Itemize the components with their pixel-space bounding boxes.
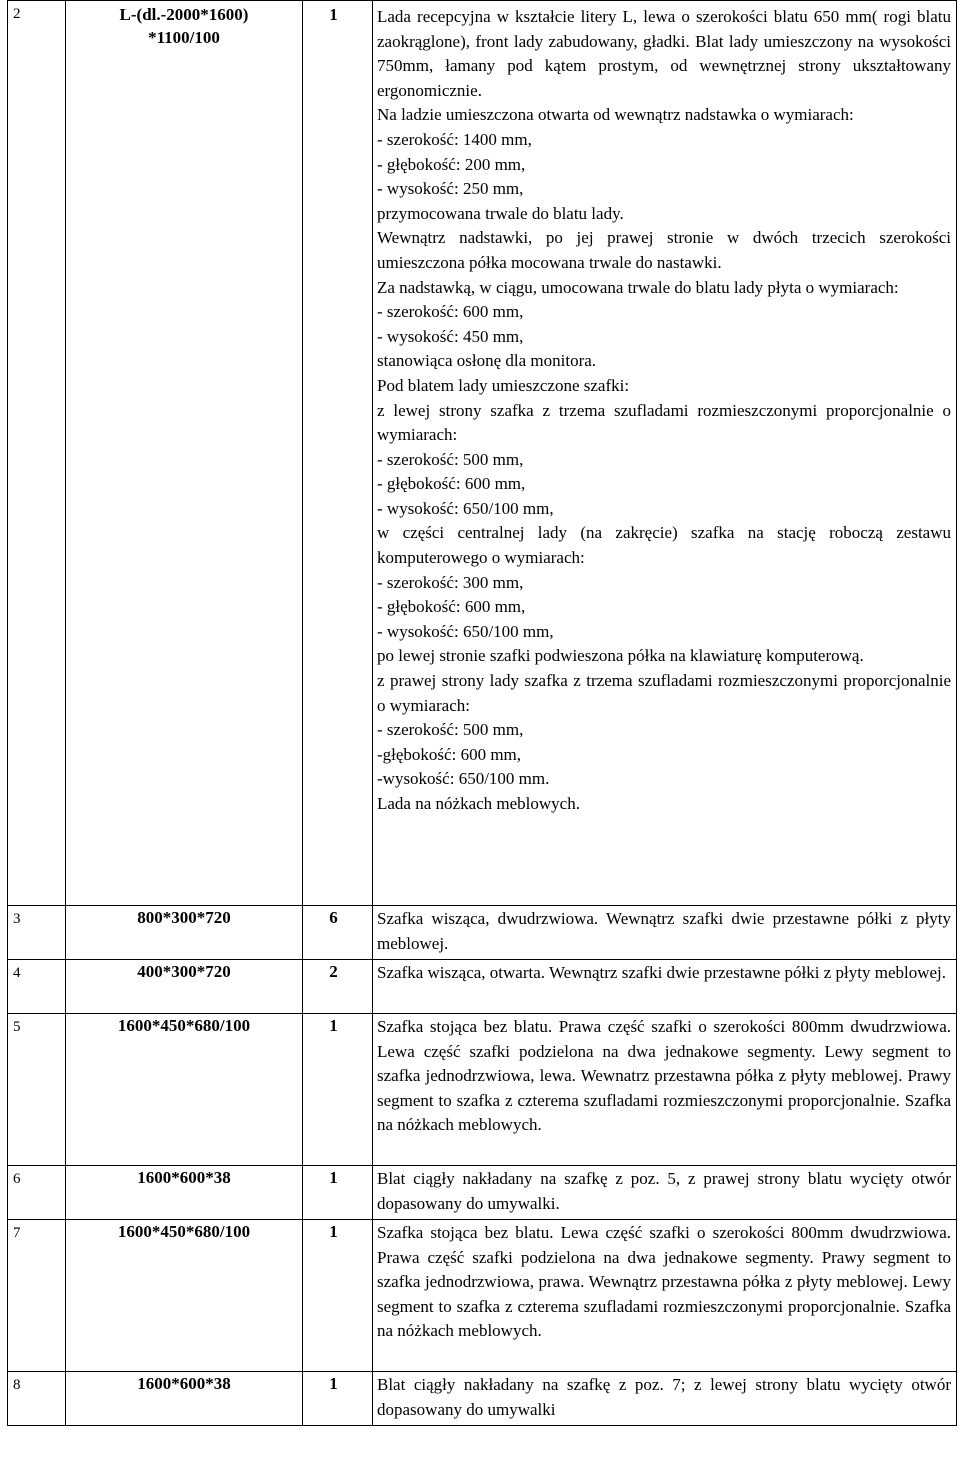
spec-table-body [8, 1, 957, 1426]
row-number: 4 [8, 960, 66, 1014]
dimensions-cell [66, 1, 303, 906]
dimension-line: 1600*450*680/100 [117, 1222, 251, 1241]
dimension-line: 1600*450*680/100 [117, 1016, 251, 1035]
description-text: - wysokość: 650/100 mm, [377, 498, 554, 518]
dimension-line: 1600*600*38 [137, 1374, 231, 1393]
description-text: Za nadstawką, w ciągu, umocowana trwale do blatu lady płyta o wymiarach: [377, 277, 899, 297]
description-text: - wysokość: 450 mm, [377, 326, 524, 346]
table-row [8, 1014, 957, 1166]
description-cell [373, 960, 957, 1014]
quantity-cell: 2 [303, 960, 373, 1014]
description-text: - szerokość: 500 mm, [377, 720, 524, 740]
description-text: Lada na nóżkach meblowych. [377, 794, 580, 813]
dimension-line: 1600*600*38 [137, 1168, 231, 1187]
row-number: 2 [8, 1, 66, 906]
row-number: 3 [8, 906, 66, 960]
dimension-line: *1100/100 [148, 28, 220, 47]
description-text: - głębokość: 600 mm, [377, 597, 526, 617]
description-text: Szafka stojąca bez blatu. Lewa część szafki o szerokości 800mm dwudrzwiowa. Prawa część szafki podzielona na dwa jednakowe segmenty. Prawy segment to szafka jednodrzwiowa, prawa. Wewnątrz przestawna półka z płyty meblowej. Lewy segment to szafka z czterema szufladami rozmieszczonymi proporcjonalnie. Szafka na nóżkach meblowych. [377, 1223, 951, 1341]
description-text: Blat ciągły nakładany na szafkę z poz. 7; z lewej strony blatu wycięty otwór dopasowany do umywalki [377, 1375, 951, 1419]
description-text: - wysokość: 650/100 mm, [377, 621, 554, 641]
description-text: Szafka wisząca, otwarta. Wewnątrz szafki dwie przestawne półki z płyty meblowej. [377, 963, 947, 982]
quantity-cell: 1 [303, 1372, 373, 1426]
table-row [8, 1, 957, 906]
description-cell [373, 1220, 957, 1372]
description-cell [373, 1014, 957, 1166]
description-text: -wysokość: 650/100 mm. [377, 769, 550, 789]
description-text: w części centralnej lady (na zakręcie) szafka na stację roboczą zestawu komputerowego o wymiarach: [377, 523, 951, 568]
description-text: stanowiąca osłonę dla monitora. [377, 351, 597, 371]
row-number: 5 [8, 1014, 66, 1166]
dimensions-cell [66, 1372, 303, 1426]
dimension-line: 800*300*720 [137, 908, 231, 927]
description-text: -głębokość: 600 mm, [377, 744, 522, 764]
description-text: Lada recepcyjna w kształcie litery L, lewa o szerokości blatu 650 mm( rogi blatu zaokrąglone), front lady zabudowany, gładki. Blat lady umieszczony na wysokości 750mm, łamany pod kątem prostym, od wewnętrznej strony ukształtowany ergonomicznie. [377, 7, 951, 100]
description-text: Pod blatem lady umieszczone szafki: [377, 375, 630, 395]
description-text: - szerokość: 1400 mm, [377, 129, 532, 149]
dimensions-cell [66, 960, 303, 1014]
dimension-line: 400*300*720 [137, 962, 231, 981]
dimensions-cell [66, 1220, 303, 1372]
description-text: z prawej strony lady szafka z trzema szufladami rozmieszczonymi proporcjonalnie o wymiarach: [377, 671, 951, 715]
quantity-cell: 6 [303, 906, 373, 960]
description-cell [373, 1372, 957, 1426]
row-number: 8 [8, 1372, 66, 1426]
description-text: przymocowana trwale do blatu lady. [377, 203, 624, 223]
quantity-cell: 1 [303, 1, 373, 906]
description-text: Szafka wisząca, dwudrzwiowa. Wewnątrz szafki dwie przestawne półki z płyty meblowej. [377, 909, 951, 953]
table-row [8, 1166, 957, 1220]
description-cell [373, 906, 957, 960]
dimensions-cell [66, 1166, 303, 1220]
quantity-cell: 1 [303, 1166, 373, 1220]
description-text: - szerokość: 500 mm, [377, 449, 524, 469]
description-cell [373, 1166, 957, 1220]
dimensions-cell [66, 906, 303, 960]
table-row [8, 1372, 957, 1426]
description-text: - głębokość: 600 mm, [377, 474, 526, 494]
dimension-line: L-(dl.-2000*1600) [119, 5, 249, 24]
table-row [8, 960, 957, 1014]
quantity-cell: 1 [303, 1014, 373, 1166]
row-number: 7 [8, 1220, 66, 1372]
description-text: - szerokość: 300 mm, [377, 572, 524, 592]
furniture-spec-table [7, 0, 957, 1426]
description-cell [373, 1, 957, 906]
dimensions-cell [66, 1014, 303, 1166]
description-text: po lewej stronie szafki podwieszona półka na klawiaturę komputerową. [377, 646, 864, 666]
description-text: Szafka stojąca bez blatu. Prawa część szafki o szerokości 800mm dwudrzwiowa. Lewa część szafki podzielona na dwa jednakowe segmenty. Lewy segment to szafka jednodrzwiowa, lewa. Wewnatrz przestawna półka z płyty meblowej. Prawy segment to szafka z czterema szufladami rozmieszczonymi proporcjonalnie. Szafka na nóżkach meblowych. [377, 1017, 951, 1135]
row-number: 6 [8, 1166, 66, 1220]
table-row [8, 1220, 957, 1372]
description-text: - szerokość: 600 mm, [377, 302, 524, 322]
table-row [8, 906, 957, 960]
description-text: - wysokość: 250 mm, [377, 179, 524, 199]
description-text: Blat ciągły nakładany na szafkę z poz. 5, z prawej strony blatu wycięty otwór dopasowany do umywalki. [377, 1169, 951, 1213]
description-text: Wewnątrz nadstawki, po jej prawej stronie w dwóch trzecich szerokości umieszczona półka mocowana trwale do nastawki. [377, 228, 951, 272]
description-text: - głębokość: 200 mm, [377, 154, 526, 174]
description-text: z lewej strony szafka z trzema szufladami rozmieszczonymi proporcjonalnie o wymiarach: [377, 400, 951, 445]
quantity-cell: 1 [303, 1220, 373, 1372]
description-text: Na ladzie umieszczona otwarta od wewnątrz nadstawka o wymiarach: [377, 105, 854, 125]
